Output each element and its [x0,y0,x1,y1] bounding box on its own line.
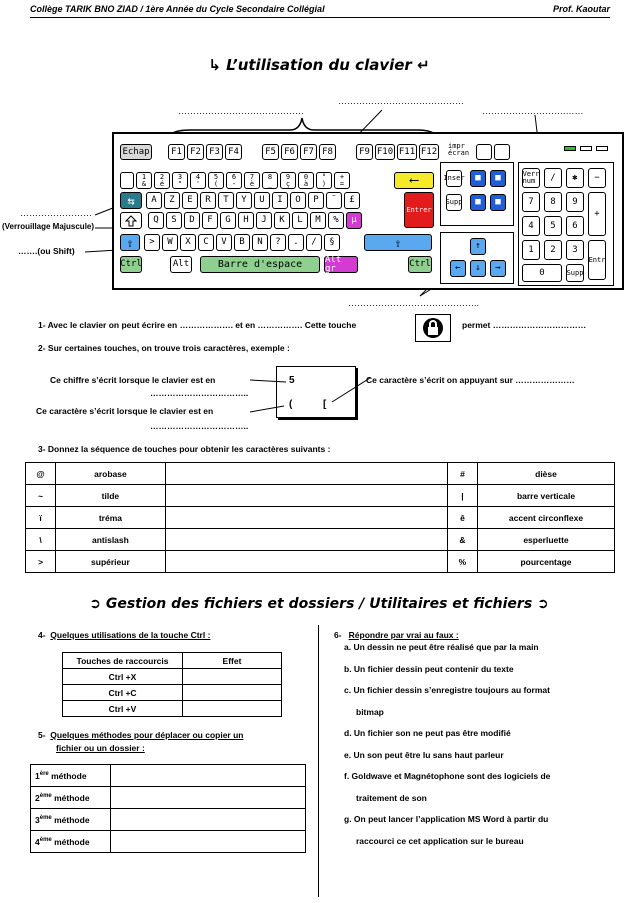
key-np-mul: ✱ [566,168,584,188]
key-f11: F11 [397,144,417,160]
name-cell: pourcentage [478,551,615,573]
q4-table [62,652,282,717]
char-cell: @ [26,463,56,485]
key-k: K [274,212,290,229]
list-item: f. Goldwave et Magnétophone sont des logiciels de [344,771,551,781]
blank-capslock: …………………… [20,208,92,218]
method-word: méthode [54,836,90,847]
list-item: d. Un fichier son ne peut pas être modifié [344,728,511,738]
name-cell: arobase [56,463,166,485]
q6-text: Répondre par vrai au faux : [348,630,459,640]
blank-fkeys: …………………………………… [178,106,304,116]
backspace-arrow-icon: ⟵ [394,172,434,189]
key-d: D [184,212,200,229]
key-7: 7 è [244,172,260,189]
key-3: 3 " [172,172,188,189]
key-pound: £ [344,192,360,209]
method-word: méthode [54,792,90,803]
key-np-4: 4 [522,216,540,236]
key-z: Z [164,192,180,209]
q5-heading [38,730,243,740]
table-row [26,463,615,485]
key-s: S [166,212,182,229]
tab-arrows-icon: ⇆ [120,192,142,209]
q2-text: 2- Sur certaines touches, on trouve trois caractères, exemple : [38,343,290,353]
list-item: bitmap [356,706,384,717]
char-cell: > [26,551,56,573]
key-pgup: ■ [490,170,506,187]
arrow-right-key-icon: → [490,260,506,277]
method-label [31,787,111,809]
key-home: ■ [470,170,486,187]
shift-right-icon: ⇧ [364,234,432,251]
key-np-6: 6 [566,216,584,236]
key-f12: F12 [419,144,439,160]
header-teacher: Prof. Kaoutar [552,4,610,14]
list-item: a. Un dessin ne peut être réalisé que par la main [344,642,539,652]
q4-text: Quelques utilisations de la touche Ctrl : [50,630,211,640]
method-label [31,809,111,831]
key-f5: F5 [262,144,279,160]
section1-title-text: L’utilisation du clavier [226,56,412,74]
list-item: g. On peut lancer l’application MS Word à partir du [344,814,549,824]
key-plus-equals: + = [334,172,350,189]
key-degree: ° ) [316,172,332,189]
key-blank-2 [494,144,510,160]
column-divider [318,625,319,897]
key-question: ? [270,234,286,251]
key-trema: ¨ [326,192,342,209]
blank-arrows: …………………………………….. [348,298,480,308]
name-cell: tréma [56,507,166,529]
key-np-enter: Entr [588,240,606,280]
key-f: F [202,212,218,229]
example-key-top: 5 [289,375,295,386]
q3-table [25,462,615,573]
list-item: b. Un fichier dessin peut contenir du texte [344,663,514,674]
name-cell: supérieur [56,551,166,573]
name-cell: tilde [56,485,166,507]
table-row [31,831,306,853]
q6-num: 6- [334,630,342,640]
key-impr-ecran: impr écran [448,140,472,160]
key-f6: F6 [281,144,298,160]
effect-cell[interactable] [183,701,282,717]
key-4: 4 ' [190,172,206,189]
key-end: ■ [470,194,486,211]
key-np-minus: − [588,168,606,188]
arrow-left-icon: ↳ [208,56,221,74]
method-number: 3 [35,814,40,825]
answer-cell[interactable] [165,507,447,529]
char-cell: \ [26,529,56,551]
table-row [63,669,282,685]
key-i: I [272,192,288,209]
header-school: Collège TARIK BNO ZIAD / 1ère Année du Cycle Secondaire Collégial [30,4,325,14]
table-row [26,529,615,551]
example-key-bottom-right: [ [323,399,327,410]
key-l: L [292,212,308,229]
key-y: Y [236,192,252,209]
key-np-8: 8 [544,192,562,212]
q5-text1: Quelques méthodes pour déplacer ou copier un [50,730,244,740]
q5-num: 5- [38,730,46,740]
key-blank-1 [476,144,492,160]
list-item: raccourci ce cet application sur le bureau [356,835,524,846]
key-dot: . [288,234,304,251]
key-f4: F4 [225,144,242,160]
key-j: J [256,212,272,229]
led-2 [580,146,592,151]
table-row [31,765,306,787]
key-altgr: Alt gr [324,256,358,273]
method-label [31,765,111,787]
key-w: W [162,234,178,251]
q5-table [30,764,306,853]
key-pgdn: ■ [490,194,506,211]
key-section: § [324,234,340,251]
list-item: traitement de son [356,792,427,803]
q6-list [344,637,614,852]
keyboard-diagram [112,132,624,290]
q5-text2: fichier ou un dossier : [56,743,145,753]
q2-left1: Ce chiffre s’écrit lorsque le clavier est en [50,375,216,385]
section2-title-text: Gestion des fichiers et dossiers / Utilitaires et fichiers [105,596,533,612]
arrow-icon: ➲ [89,596,101,612]
name-cell: accent circonflexe [478,507,615,529]
arrow-right-icon: ↵ [417,56,430,74]
key-t: T [218,192,234,209]
q2-left1-blank: …………………………….. [150,388,249,398]
key-np-0: 0 [522,264,562,282]
arrow-down-icon: ↓ [470,260,486,277]
method-number: 1 [35,770,40,781]
section2-title [0,596,638,612]
key-np-3: 3 [566,240,584,260]
shortcut-cell: Ctrl +V [63,701,183,717]
key-np-2: 2 [544,240,562,260]
q1-after: permet …………………………… [462,320,587,330]
key-slash: / [306,234,322,251]
blank-keys-area: …………………………………… [338,96,464,106]
char-cell: | [447,485,477,507]
table-row [63,701,282,717]
table-row [26,485,615,507]
method-ordinal: ème [39,814,52,821]
key-u: U [254,192,270,209]
key-space: Barre d'espace [200,256,320,273]
key-f7: F7 [300,144,317,160]
method-number: 4 [35,836,40,847]
key-f2: F2 [187,144,204,160]
char-cell: & [447,529,477,551]
table-row [31,809,306,831]
arrow-icon: ➲ [537,596,549,612]
key-p: P [308,192,324,209]
method-word: méthode [54,814,90,825]
char-cell: # [447,463,477,485]
answer-cell[interactable] [165,551,447,573]
led-3 [596,146,608,151]
key-0: 0 à [298,172,314,189]
char-cell: ~ [26,485,56,507]
method-answer[interactable] [111,765,306,787]
table-row [63,685,282,701]
key-ctrl-left: Ctrl [120,256,142,273]
table-row [26,507,615,529]
key-e: E [182,192,198,209]
capslock-icon [120,212,142,229]
answer-cell[interactable] [165,463,447,485]
key-f8: F8 [319,144,336,160]
key-f3: F3 [206,144,223,160]
key-n: N [252,234,268,251]
key-m: M [310,212,326,229]
key-ctrl-right: Ctrl [408,256,432,273]
key-superscript2 [120,172,134,189]
key-2: 2 é [154,172,170,189]
key-alt: Alt [170,256,192,273]
key-gt: > [144,234,160,251]
capslock-label: (Verrouillage Majuscule) [2,222,95,231]
key-6: 6 - [226,172,242,189]
effect-cell[interactable] [183,669,282,685]
answer-cell[interactable] [165,485,447,507]
key-b: B [234,234,250,251]
key-q: Q [148,212,164,229]
key-np-supp: Supp [566,264,584,282]
key-np-plus: + [588,192,606,236]
key-np-1: 1 [522,240,540,260]
method-answer[interactable] [111,831,306,853]
q2-pointers [240,370,300,430]
key-echap: Echap [120,144,152,160]
q2-left2: Ce caractère s’écrit lorsque le clavier est en [36,406,214,416]
key-8: 8 _ [262,172,278,189]
name-cell: barre verticale [478,485,615,507]
key-verr-num: Verr num [522,168,540,188]
key-1: 1 & [136,172,152,189]
q4-header-effect: Effet [183,653,282,669]
key-enter: Entrer [404,192,434,228]
key-a: A [146,192,162,209]
key-np-div: / [544,168,562,188]
key-c: C [198,234,214,251]
shift-label: …….(ou Shift) [18,246,75,256]
key-x: X [180,234,196,251]
list-item: e. Un son peut être lu sans haut parleur [344,749,504,760]
q3-text: 3- Donnez la séquence de touches pour obtenir les caractères suivants : [38,444,331,454]
method-answer[interactable] [111,809,306,831]
method-ordinal: ère [39,770,49,777]
char-cell: ï [26,507,56,529]
table-row [26,551,615,573]
method-number: 2 [35,792,40,803]
method-word: méthode [51,770,87,781]
shortcut-cell: Ctrl +C [63,685,183,701]
key-np-5: 5 [544,216,562,236]
q4-heading [38,630,210,640]
capslock-key-icon [415,314,451,342]
q2-left2-blank: …………………………….. [150,421,249,431]
arrow-left-key-icon: ← [450,260,466,277]
method-label [31,831,111,853]
key-mu: µ [346,212,362,229]
method-answer[interactable] [111,787,306,809]
key-ins: Inser [446,170,462,187]
table-row [31,787,306,809]
method-ordinal: ème [39,792,52,799]
name-cell: esperluette [478,529,615,551]
key-h: H [238,212,254,229]
effect-cell[interactable] [183,685,282,701]
shortcut-cell: Ctrl +X [63,669,183,685]
name-cell: dièse [478,463,615,485]
key-g: G [220,212,236,229]
key-supp: Supp [446,194,462,211]
arrow-up-icon: ↑ [470,238,486,255]
key-v: V [216,234,232,251]
blank-numpad: ……………………….…… [482,106,584,116]
q2-right: Ce caractère s’écrit on appuyant sur ………………… [366,375,575,385]
key-f9: F9 [356,144,373,160]
key-percent: % [328,212,344,229]
key-np-7: 7 [522,192,540,212]
q1-text: 1- Avec le clavier on peut écrire en ………………. et en ……………. Cette touche [38,320,357,330]
q4-num: 4- [38,630,46,640]
key-f10: F10 [375,144,395,160]
key-o: O [290,192,306,209]
shift-left-icon: ⇧ [120,234,140,251]
key-5: 5 ( [208,172,224,189]
key-9: 9 ç [280,172,296,189]
answer-cell[interactable] [165,529,447,551]
key-np-9: 9 [566,192,584,212]
led-1 [564,146,576,151]
list-item: c. Un fichier dessin s’enregistre toujours au format [344,685,550,695]
key-f1: F1 [168,144,185,160]
char-cell: % [447,551,477,573]
q4-header-shortcut: Touches de raccourcis [63,653,183,669]
char-cell: ê [447,507,477,529]
name-cell: antislash [56,529,166,551]
example-key-bottom-left: ( [289,399,293,410]
method-ordinal: ème [39,836,52,843]
key-r: R [200,192,216,209]
